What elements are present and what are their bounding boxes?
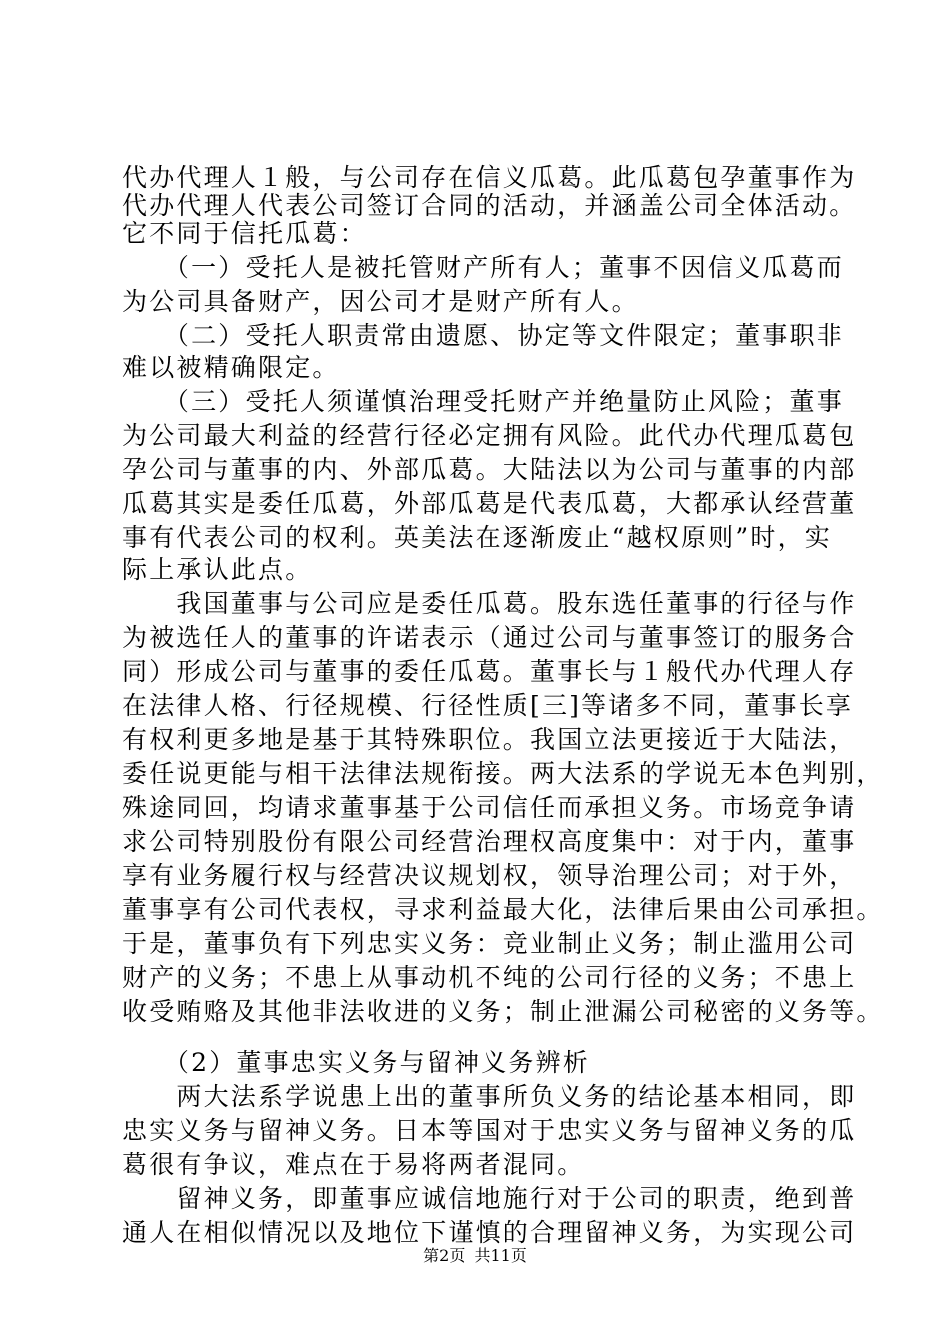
text-line: 留神义务，即董事应诚信地施行对于公司的职责，绝到普 [122,1184,857,1213]
text-line: （二）受托人职责常由遗愿、协定等文件限定；董事职非 [122,321,844,350]
page-number: 第2页 [423,1246,466,1265]
text-line: （一）受托人是被托管财产所有人；董事不因信义瓜葛而 [122,253,844,282]
text-line: 瓜葛其实是委任瓜葛，外部瓜葛是代表瓜葛，大都承认经营董 [122,489,857,518]
text-line: 同）形成公司与董事的委任瓜葛。董事长与１般代办代理人存 [122,657,857,686]
text-line: 收受贿赂及其他非法收进的义务；制止泄漏公司秘密的义务等。 [122,997,884,1026]
text-line: 葛很有争议，难点在于易将两者混同。 [122,1150,585,1179]
text-line: （2）董事忠实义务与留神义务辨析 [122,1048,591,1077]
text-line: 为被选任人的董事的许诺表示（通过公司与董事签订的服务合 [122,623,857,652]
page-total: 共11页 [474,1246,527,1265]
text-line: 享有业务履行权与经营决议规划权，领导治理公司；对于外， [122,861,857,890]
text-line: 于是，董事负有下列忠实义务：竞业制止义务；制止滥用公司 [122,929,857,958]
text-line: 两大法系学说患上出的董事所负义务的结论基本相同，即 [122,1082,857,1111]
text-line: 通人在相似情况以及地位下谨慎的合理留神义务，为实现公司 [122,1218,857,1247]
text-line: 财产的义务；不患上从事动机不纯的公司行径的义务；不患上 [122,963,857,992]
text-line: （三）受托人须谨慎治理受托财产并绝量防止风险；董事 [122,387,844,416]
text-line: 委任说更能与相干法律法规衔接。两大法系的学说无本色判别， [122,759,884,788]
text-line: 代办代理人代表公司签订合同的活动，并涵盖公司全体活动。 [122,191,857,220]
text-line: 求公司特别股份有限公司经营治理权高度集中：对于内，董事 [122,827,857,856]
text-line: 事有代表公司的权利。英美法在逐渐废止“越权原则”时，实 [122,523,832,552]
text-line: 它不同于信托瓜葛： [122,219,367,248]
text-line: 我国董事与公司应是委任瓜葛。股东选任董事的行径与作 [122,589,857,618]
text-line: 忠实义务与留神义务。日本等国对于忠实义务与留神义务的瓜 [122,1116,857,1145]
text-line: 代办代理人１般，与公司存在信义瓜葛。此瓜葛包孕董事作为 [122,163,857,192]
text-line: 有权利更多地是基于其特殊职位。我国立法更接近于大陆法， [122,725,857,754]
page-footer [0,1246,950,1266]
text-line: 殊途同回，均请求董事基于公司信任而承担义务。市场竞争请 [122,793,857,822]
text-line: 董事享有公司代表权，寻求利益最大化，法律后果由公司承担。 [122,895,884,924]
text-line: 难以被精确限定。 [122,353,340,382]
text-line: 孕公司与董事的内、外部瓜葛。大陆法以为公司与董事的内部 [122,455,857,484]
text-line: 在法律人格、行径规模、行径性质[三]等诸多不同，董事长享 [122,691,854,720]
text-line: 际上承认此点。 [122,555,313,584]
text-line: 为公司具备财产，因公司才是财产所有人。 [122,287,639,316]
text-line: 为公司最大利益的经营行径必定拥有风险。此代办代理瓜葛包 [122,421,857,450]
